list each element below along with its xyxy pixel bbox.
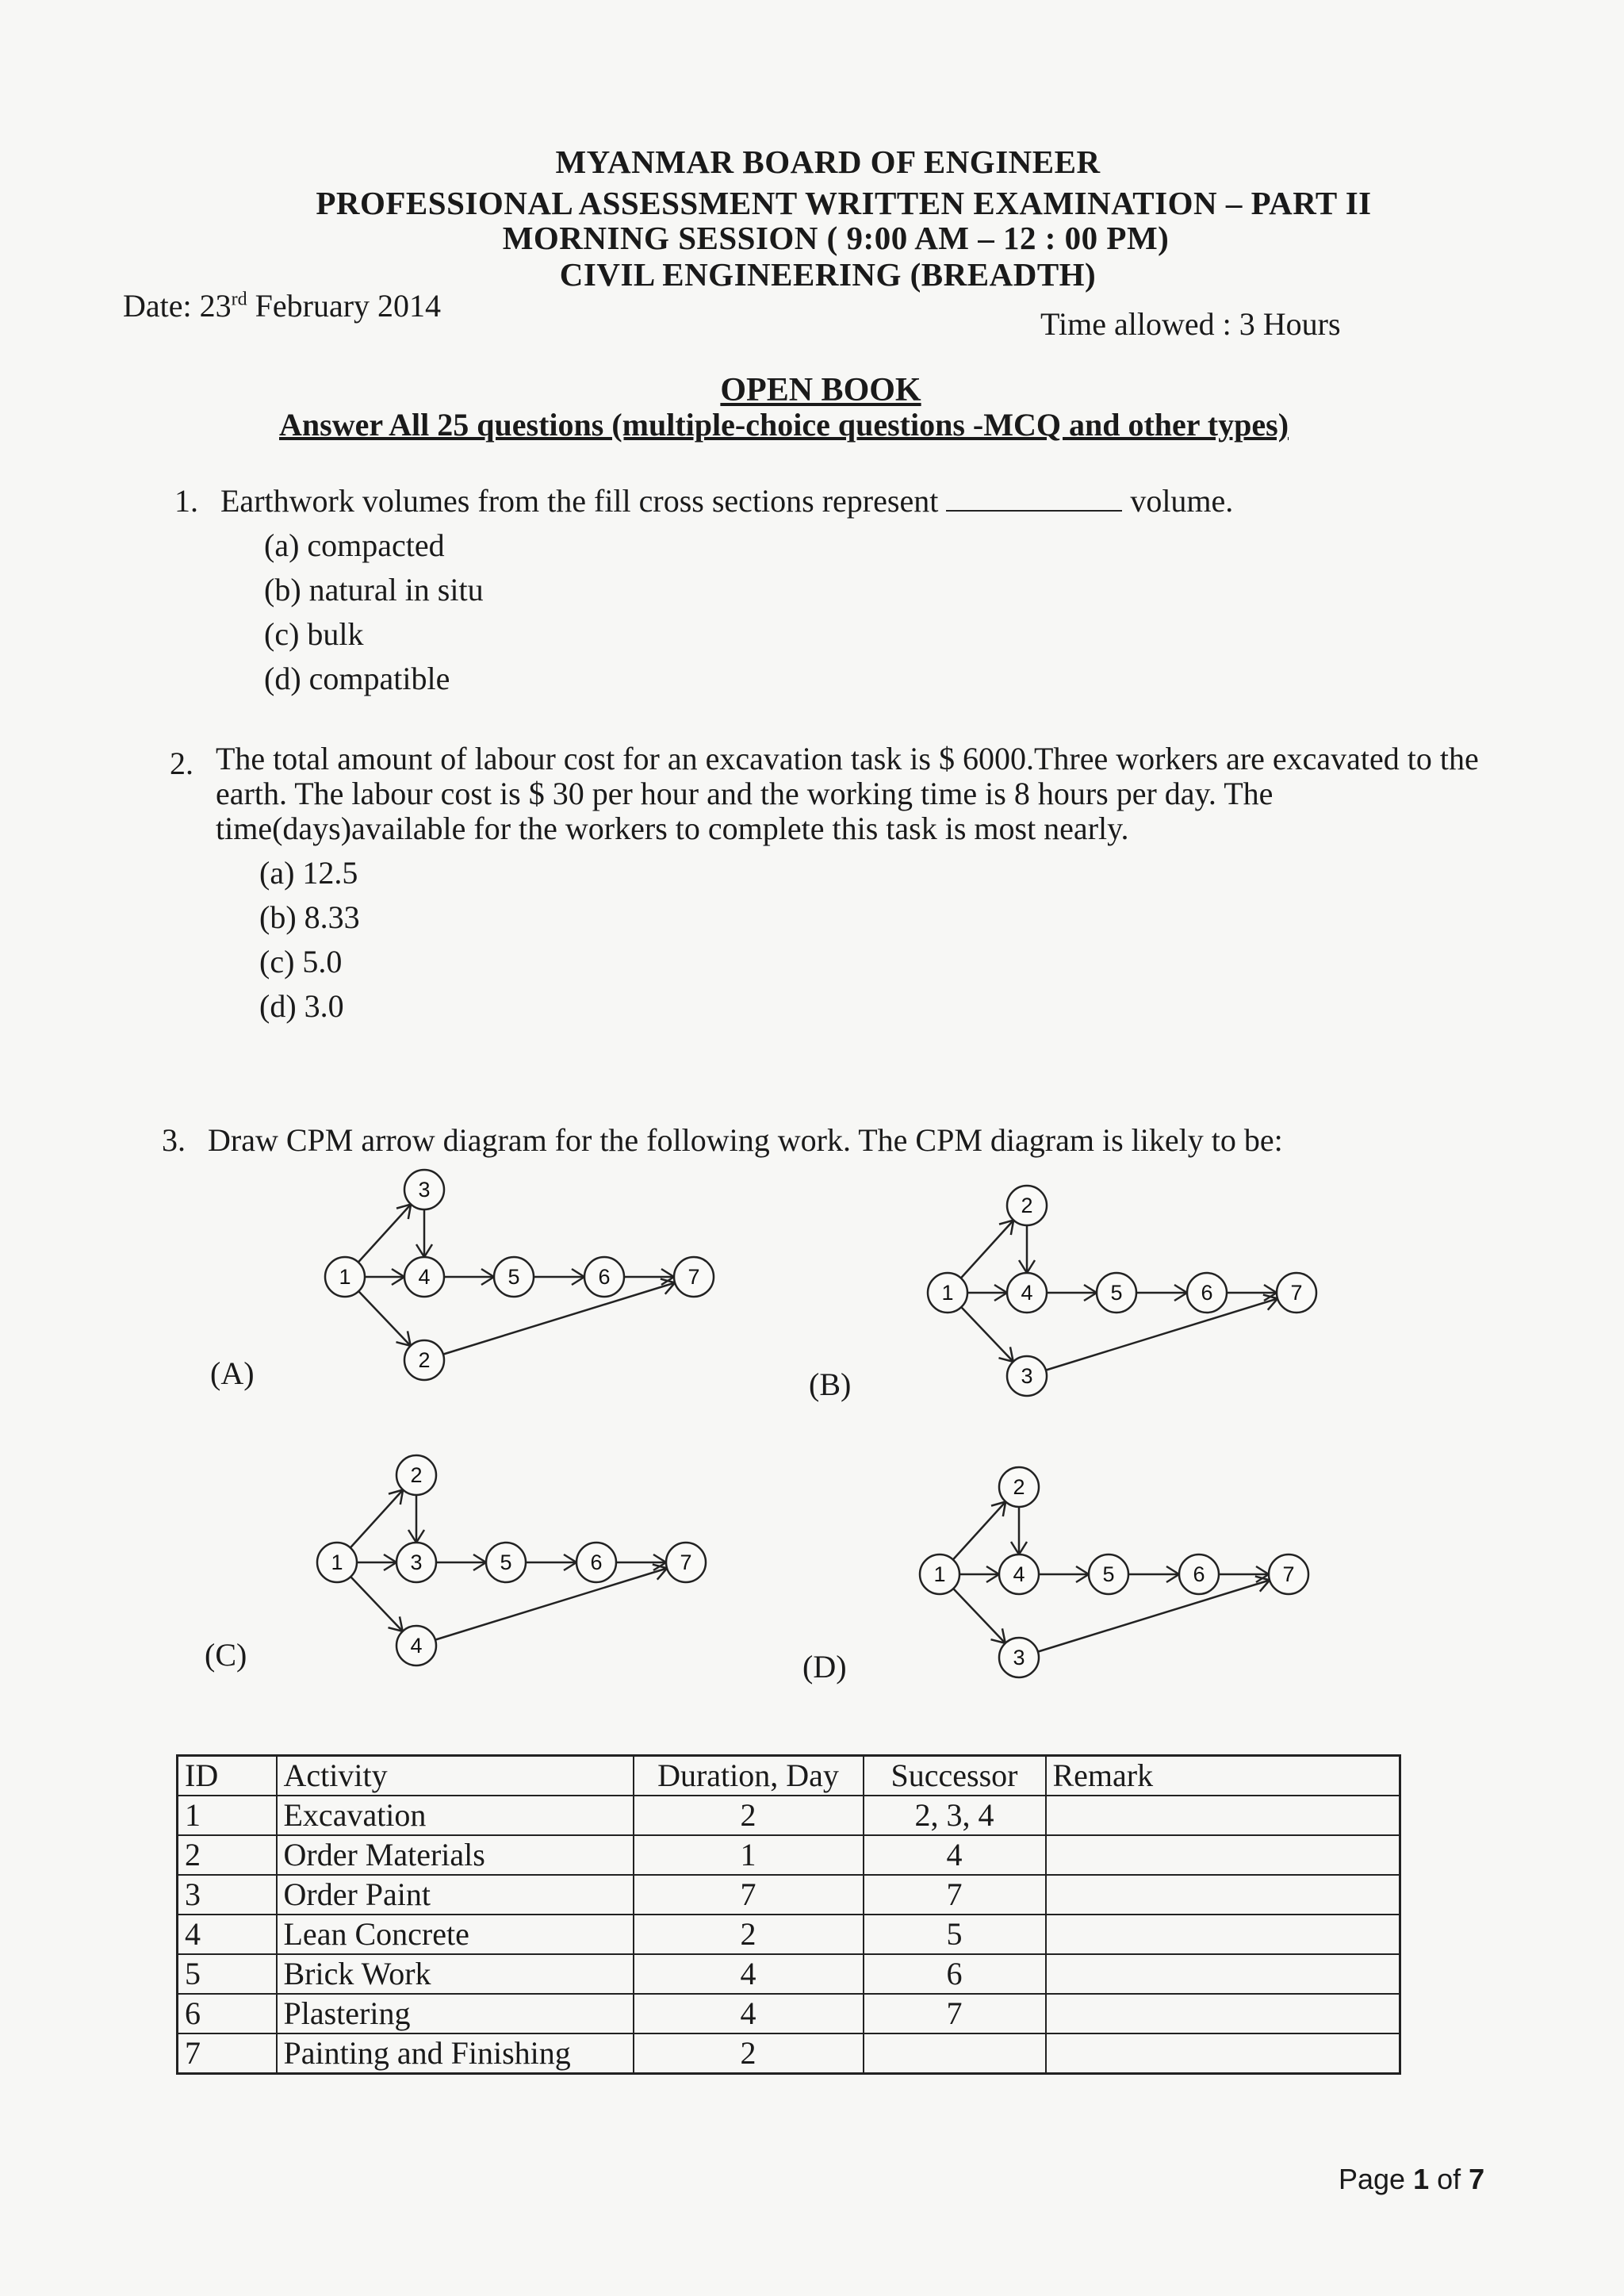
edge-bottom-end-arrowhead bbox=[661, 1279, 675, 1283]
cpm-node-label: 4 bbox=[418, 1265, 431, 1289]
question-number: 2. bbox=[170, 746, 193, 781]
edge-start-top-arrow bbox=[961, 1220, 1013, 1278]
option-b: (b) 8.33 bbox=[259, 899, 360, 935]
cpm-node-label: 5 bbox=[1102, 1562, 1115, 1586]
edge-start-bottom-arrow bbox=[358, 1291, 411, 1346]
edge-mid-2-arrowhead bbox=[1166, 1566, 1179, 1574]
cpm-node-label: 4 bbox=[1021, 1281, 1033, 1305]
question-number: 3. bbox=[162, 1122, 186, 1158]
cell-remark bbox=[1046, 1954, 1400, 1994]
session-title: MORNING SESSION ( 9:00 AM – 12 : 00 PM) bbox=[502, 220, 1170, 256]
cpm-node-label: 5 bbox=[508, 1265, 520, 1289]
cell-duration: 4 bbox=[634, 1954, 864, 1994]
table-row bbox=[178, 1796, 1400, 1835]
cell-id: 4 bbox=[178, 1915, 277, 1954]
edge-bottom-end-arrow bbox=[435, 1568, 667, 1639]
cpm-node-label: 4 bbox=[1013, 1562, 1025, 1586]
question-text: The total amount of labour cost for an excavation task is $ 6000.Three workers are excavated to the earth. The labour cost is $ 30 per hour and the working time is 8 hours per day. The time(days)available for the workers to complete this task is most nearly. bbox=[216, 741, 1479, 846]
diagram-label-a: (A) bbox=[210, 1355, 255, 1391]
cell-duration: 4 bbox=[634, 1994, 864, 2033]
cell-successor: 6 bbox=[864, 1954, 1046, 1994]
cpm-node-label: 1 bbox=[933, 1562, 946, 1586]
exam-title: PROFESSIONAL ASSESSMENT WRITTEN EXAMINATION – PART II bbox=[316, 185, 1372, 221]
cell-successor: 4 bbox=[864, 1835, 1046, 1875]
diagram-label-b: (B) bbox=[809, 1366, 852, 1402]
cell-duration: 2 bbox=[634, 2033, 864, 2074]
edge-start-bottom-arrow bbox=[350, 1577, 403, 1631]
edge-mid-1-arrowhead bbox=[481, 1277, 494, 1285]
cell-activity: Painting and Finishing bbox=[277, 2033, 634, 2074]
question-3 bbox=[162, 1118, 1397, 1163]
cpm-node-label: 1 bbox=[941, 1281, 954, 1305]
table-row bbox=[178, 1994, 1400, 2033]
cpm-node-label: 2 bbox=[410, 1463, 423, 1487]
cpm-diagram-b bbox=[912, 1174, 1340, 1412]
diagram-label-c: (C) bbox=[205, 1637, 247, 1673]
cell-activity: Order Materials bbox=[277, 1835, 634, 1875]
table-row bbox=[178, 2033, 1400, 2074]
edge-mid-2-arrowhead bbox=[1174, 1285, 1187, 1293]
cell-activity: Plastering bbox=[277, 1994, 634, 2033]
cpm-node-label: 3 bbox=[1013, 1646, 1025, 1669]
edge-mid-2-arrowhead bbox=[1174, 1293, 1187, 1301]
option-d: (d) 3.0 bbox=[259, 988, 344, 1024]
cell-activity: Excavation bbox=[277, 1796, 634, 1835]
edge-mid-1-arrowhead bbox=[1076, 1566, 1089, 1574]
cpm-node-label: 3 bbox=[1021, 1364, 1033, 1388]
edge-top-mid-arrowhead bbox=[1019, 1542, 1027, 1554]
cell-id: 2 bbox=[178, 1835, 277, 1875]
cpm-node-label: 7 bbox=[688, 1265, 700, 1289]
table-row bbox=[178, 1835, 1400, 1875]
edge-mid-2-arrowhead bbox=[1166, 1574, 1179, 1582]
edge-mid-3-arrowhead bbox=[653, 1554, 666, 1562]
option-c: (c) bulk bbox=[264, 616, 364, 652]
cell-remark bbox=[1046, 1875, 1400, 1915]
cpm-node-label: 3 bbox=[410, 1550, 423, 1574]
exam-date: Date: 23rd February 2014 bbox=[123, 288, 442, 324]
cell-successor: 7 bbox=[864, 1875, 1046, 1915]
edge-mid-1-arrowhead bbox=[1084, 1293, 1097, 1301]
edge-mid-3-arrowhead bbox=[1256, 1566, 1269, 1574]
edge-mid-2-arrowhead bbox=[564, 1562, 576, 1570]
cpm-node-label: 7 bbox=[1282, 1562, 1295, 1586]
edge-mid-2-arrowhead bbox=[572, 1269, 584, 1277]
cpm-node-label: 2 bbox=[418, 1348, 431, 1372]
edge-bottom-end-arrowhead bbox=[1263, 1295, 1277, 1299]
question-text: Earthwork volumes from the fill cross sections represent volume. bbox=[220, 483, 1234, 519]
cpm-node-label: 6 bbox=[598, 1265, 611, 1289]
edge-bottom-end-arrowhead bbox=[1255, 1577, 1270, 1581]
cpm-node-label: 5 bbox=[1110, 1281, 1123, 1305]
cell-successor: 2, 3, 4 bbox=[864, 1796, 1046, 1835]
edge-start-mid-arrowhead bbox=[994, 1285, 1007, 1293]
table-body bbox=[178, 1796, 1400, 2074]
edge-mid-2-arrowhead bbox=[572, 1277, 584, 1285]
question-1 bbox=[174, 479, 1410, 701]
cpm-node-label: 4 bbox=[410, 1634, 423, 1658]
edge-start-mid-arrowhead bbox=[384, 1554, 396, 1562]
question-text: Draw CPM arrow diagram for the following work. The CPM diagram is likely to be: bbox=[208, 1122, 1283, 1158]
edge-mid-1-arrowhead bbox=[1084, 1285, 1097, 1293]
edge-mid-1-arrowhead bbox=[1076, 1574, 1089, 1582]
cell-activity: Lean Concrete bbox=[277, 1915, 634, 1954]
cpm-node-label: 7 bbox=[1290, 1281, 1303, 1305]
cell-successor bbox=[864, 2033, 1046, 2074]
edge-start-mid-arrowhead bbox=[994, 1293, 1007, 1301]
header-duration: Duration, Day bbox=[634, 1756, 864, 1796]
edge-top-mid-arrowhead bbox=[416, 1530, 424, 1543]
edge-start-top-arrow bbox=[350, 1489, 403, 1547]
cpm-node-label: 3 bbox=[418, 1178, 431, 1202]
edge-bottom-end-arrow bbox=[1046, 1298, 1277, 1370]
cell-id: 7 bbox=[178, 2033, 277, 2074]
cpm-node-label: 1 bbox=[339, 1265, 351, 1289]
cell-remark bbox=[1046, 1994, 1400, 2033]
edge-top-mid-arrowhead bbox=[1011, 1542, 1019, 1554]
header-id: ID bbox=[178, 1756, 277, 1796]
time-allowed: Time allowed : 3 Hours bbox=[1040, 306, 1341, 342]
cell-successor: 5 bbox=[864, 1915, 1046, 1954]
table-row bbox=[178, 1954, 1400, 1994]
answer-blank bbox=[946, 483, 1122, 512]
table-row bbox=[178, 1915, 1400, 1954]
edge-mid-1-arrowhead bbox=[473, 1554, 486, 1562]
cell-duration: 1 bbox=[634, 1835, 864, 1875]
edge-bottom-end-arrow bbox=[1038, 1580, 1270, 1651]
table-row bbox=[178, 1875, 1400, 1915]
cell-activity: Brick Work bbox=[277, 1954, 634, 1994]
edge-start-top-arrow bbox=[358, 1204, 411, 1262]
cell-successor: 7 bbox=[864, 1994, 1046, 2033]
instruction-heading: Answer All 25 questions (multiple-choice questions -MCQ and other types) bbox=[279, 407, 1289, 443]
edge-top-mid-arrowhead bbox=[1019, 1260, 1027, 1273]
cell-id: 3 bbox=[178, 1875, 277, 1915]
open-book-heading: OPEN BOOK bbox=[720, 372, 921, 408]
table-header-row bbox=[178, 1756, 1400, 1796]
option-a: (a) compacted bbox=[264, 527, 445, 563]
edge-start-top-arrow bbox=[953, 1501, 1005, 1559]
cell-remark bbox=[1046, 1796, 1400, 1835]
cell-remark bbox=[1046, 1915, 1400, 1954]
cell-remark bbox=[1046, 2033, 1400, 2074]
cpm-diagram-d bbox=[904, 1455, 1332, 1693]
edge-start-mid-arrowhead bbox=[392, 1269, 404, 1277]
cell-id: 6 bbox=[178, 1994, 277, 2033]
cpm-diagram-c bbox=[301, 1443, 730, 1681]
edge-start-mid-arrowhead bbox=[986, 1566, 999, 1574]
cpm-node-label: 2 bbox=[1013, 1475, 1025, 1499]
edge-top-mid-arrowhead bbox=[424, 1244, 432, 1257]
option-a: (a) 12.5 bbox=[259, 855, 358, 891]
edge-top-mid-arrowhead bbox=[416, 1244, 424, 1257]
edge-bottom-end-arrowhead bbox=[653, 1565, 667, 1569]
option-c: (c) 5.0 bbox=[259, 944, 343, 979]
cpm-node-label: 1 bbox=[331, 1550, 343, 1574]
cell-duration: 2 bbox=[634, 1796, 864, 1835]
option-d: (d) compatible bbox=[264, 661, 450, 696]
edge-start-mid-arrowhead bbox=[392, 1277, 404, 1285]
board-title: MYANMAR BOARD OF ENGINEER bbox=[555, 144, 1101, 180]
cpm-node-label: 6 bbox=[1193, 1562, 1205, 1586]
header-activity: Activity bbox=[277, 1756, 634, 1796]
cpm-diagram-a bbox=[309, 1158, 737, 1396]
cpm-node-label: 2 bbox=[1021, 1194, 1033, 1217]
edge-mid-1-arrowhead bbox=[473, 1562, 486, 1570]
cell-id: 1 bbox=[178, 1796, 277, 1835]
edge-top-mid-arrowhead bbox=[408, 1530, 416, 1543]
header-remark: Remark bbox=[1046, 1756, 1400, 1796]
cpm-node-label: 7 bbox=[680, 1550, 692, 1574]
cpm-node-label: 6 bbox=[1201, 1281, 1213, 1305]
edge-mid-3-arrowhead bbox=[1264, 1285, 1277, 1293]
cell-duration: 2 bbox=[634, 1915, 864, 1954]
edge-start-bottom-arrow bbox=[953, 1589, 1005, 1643]
header-successor: Successor bbox=[864, 1756, 1046, 1796]
question-number: 1. bbox=[174, 483, 198, 519]
cell-duration: 7 bbox=[634, 1875, 864, 1915]
cell-activity: Order Paint bbox=[277, 1875, 634, 1915]
edge-top-mid-arrowhead bbox=[1027, 1260, 1035, 1273]
activity-table bbox=[176, 1754, 1401, 2075]
edge-start-mid-arrowhead bbox=[986, 1574, 999, 1582]
cell-id: 5 bbox=[178, 1954, 277, 1994]
edge-mid-3-arrowhead bbox=[661, 1269, 674, 1277]
question-2 bbox=[170, 741, 1508, 1029]
discipline-title: CIVIL ENGINEERING (BREADTH) bbox=[559, 256, 1097, 293]
cpm-node-label: 5 bbox=[500, 1550, 512, 1574]
cell-remark bbox=[1046, 1835, 1400, 1875]
diagram-label-d: (D) bbox=[802, 1649, 847, 1685]
edge-bottom-end-arrow bbox=[443, 1282, 675, 1354]
page-indicator: Page 1 of 7 bbox=[1339, 2163, 1485, 2195]
edge-start-bottom-arrow bbox=[961, 1307, 1013, 1362]
cpm-node-label: 6 bbox=[590, 1550, 603, 1574]
edge-start-mid-arrowhead bbox=[384, 1562, 396, 1570]
edge-mid-1-arrowhead bbox=[481, 1269, 494, 1277]
edge-mid-2-arrowhead bbox=[564, 1554, 576, 1562]
option-b: (b) natural in situ bbox=[264, 572, 484, 608]
